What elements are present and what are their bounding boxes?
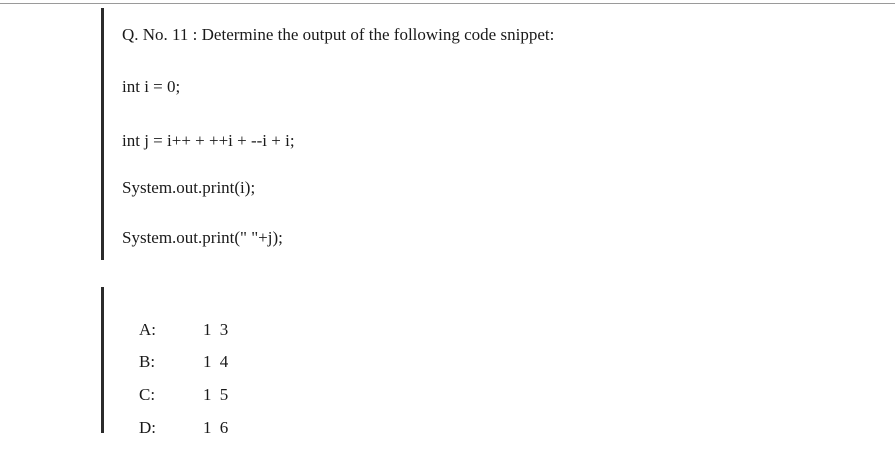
option-value: 1 6 <box>203 418 231 437</box>
code-line: System.out.print(" "+j); <box>122 228 283 247</box>
option-value: 1 3 <box>203 320 231 339</box>
option-value: 1 4 <box>203 352 231 371</box>
question-title: Q. No. 11 : Determine the output of the following code snippet: <box>122 25 555 44</box>
option-letter: A: <box>139 320 156 339</box>
code-line: System.out.print(i); <box>122 178 256 197</box>
code-line: int i = 0; <box>122 77 181 96</box>
option-letter: C: <box>139 385 156 404</box>
question-block <box>101 8 664 260</box>
answer-options <box>101 287 304 437</box>
code-line: int j = i++ + ++i + --i + i; <box>122 131 295 150</box>
option-letter: B: <box>139 352 156 371</box>
option-letter: D: <box>139 418 156 437</box>
top-divider <box>0 3 895 4</box>
option-d[interactable] <box>122 398 230 458</box>
option-value: 1 5 <box>203 385 231 404</box>
